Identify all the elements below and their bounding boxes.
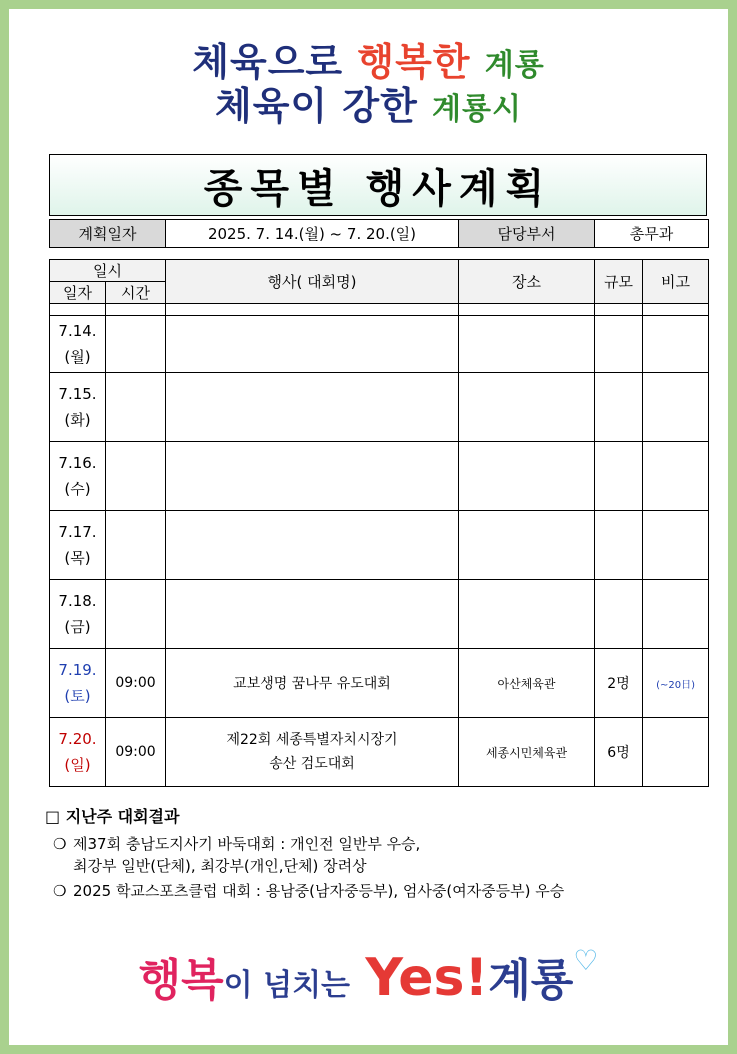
row-place (459, 580, 595, 649)
row-scale (595, 580, 643, 649)
footer-text: 행복 (138, 955, 224, 1006)
footer-slogan-logo (9, 944, 728, 1008)
row-scale (595, 316, 643, 373)
row-place (459, 373, 595, 442)
row-time (106, 316, 166, 373)
row-scale (595, 373, 643, 442)
row-event (166, 316, 459, 373)
row-event (166, 373, 459, 442)
footer-text: 계룡 (488, 955, 574, 1006)
row-event (166, 442, 459, 511)
row-time (106, 442, 166, 511)
row-note (643, 718, 709, 787)
row-place (459, 442, 595, 511)
period-value: 2025. 7. 14.(월) ~ 7. 20.(일) (166, 220, 459, 248)
list-item (53, 880, 725, 902)
row-note (643, 442, 709, 511)
row-date: 7.18. (금) (50, 580, 106, 649)
result-text: 제37회 충남도지사기 바둑대회 : 개인전 일반부 우승, (73, 835, 421, 853)
row-place (459, 316, 595, 373)
schedule-table (49, 259, 709, 787)
row-date: 7.14. (월) (50, 316, 106, 373)
slogan-text: 행복한 (357, 40, 471, 84)
row-date: 7.16. (수) (50, 442, 106, 511)
header-event: 행사( 대회명) (166, 260, 459, 304)
page-title: 종목별 행사계획 (49, 154, 707, 216)
slogan-text: 체육이 강한 (215, 84, 418, 128)
table-row (50, 511, 709, 580)
period-label: 계획일자 (50, 220, 166, 248)
table-row (50, 718, 709, 787)
slogan-text: 체육으로 (192, 40, 344, 84)
row-note (643, 373, 709, 442)
row-event (166, 511, 459, 580)
slogan-text: 계룡 (484, 48, 545, 83)
row-date: 7.17. (목) (50, 511, 106, 580)
slogan-line-2 (9, 75, 728, 130)
slogan-text: 계룡시 (432, 92, 522, 127)
header-note: 비고 (643, 260, 709, 304)
table-row (50, 580, 709, 649)
last-week-results (45, 804, 725, 905)
row-scale: 2명 (595, 649, 643, 718)
row-time: 09:00 (106, 649, 166, 718)
header-scale: 규모 (595, 260, 643, 304)
row-place: 아산체육관 (459, 649, 595, 718)
row-event: 제22회 세종특별자치시장기 송산 검도대회 (166, 718, 459, 787)
plan-info-table (49, 219, 709, 248)
row-time (106, 373, 166, 442)
row-note (643, 316, 709, 373)
row-date: 7.15. (화) (50, 373, 106, 442)
header-place: 장소 (459, 260, 595, 304)
circle-bullet-icon: ❍ (53, 835, 67, 853)
result-text: 최강부 일반(단체), 최강부(개인,단체) 장려상 (73, 857, 367, 875)
row-date: 7.19. (토) (50, 649, 106, 718)
row-event (166, 580, 459, 649)
results-heading: □ 지난주 대회결과 (45, 807, 180, 826)
table-row (50, 649, 709, 718)
row-scale (595, 442, 643, 511)
row-event: 교보생명 꿈나무 유도대회 (166, 649, 459, 718)
row-scale: 6명 (595, 718, 643, 787)
document-page (9, 9, 728, 1045)
row-place: 세종시민체육관 (459, 718, 595, 787)
row-date: 7.20. (일) (50, 718, 106, 787)
row-time (106, 511, 166, 580)
header-datetime: 일시 (50, 260, 166, 282)
footer-text: 이 넘치는 (223, 968, 351, 1003)
table-row (50, 316, 709, 373)
dept-value: 총무과 (595, 220, 709, 248)
row-scale (595, 511, 643, 580)
dept-label: 담당부서 (459, 220, 595, 248)
heart-icon: ♡ (573, 944, 599, 977)
result-text: 2025 학교스포츠클럽 대회 : 용남중(남자중등부), 엄사중(여자중등부) 우승 (73, 882, 565, 900)
header-date: 일자 (50, 282, 106, 304)
circle-bullet-icon: ❍ (53, 882, 67, 900)
row-note (643, 580, 709, 649)
row-time: 09:00 (106, 718, 166, 787)
list-item (53, 833, 725, 877)
table-row (50, 373, 709, 442)
header-time: 시간 (106, 282, 166, 304)
table-row (50, 442, 709, 511)
footer-text: Yes! (365, 948, 489, 1008)
row-note (643, 511, 709, 580)
row-place (459, 511, 595, 580)
row-time (106, 580, 166, 649)
row-note: (~20日) (643, 649, 709, 718)
